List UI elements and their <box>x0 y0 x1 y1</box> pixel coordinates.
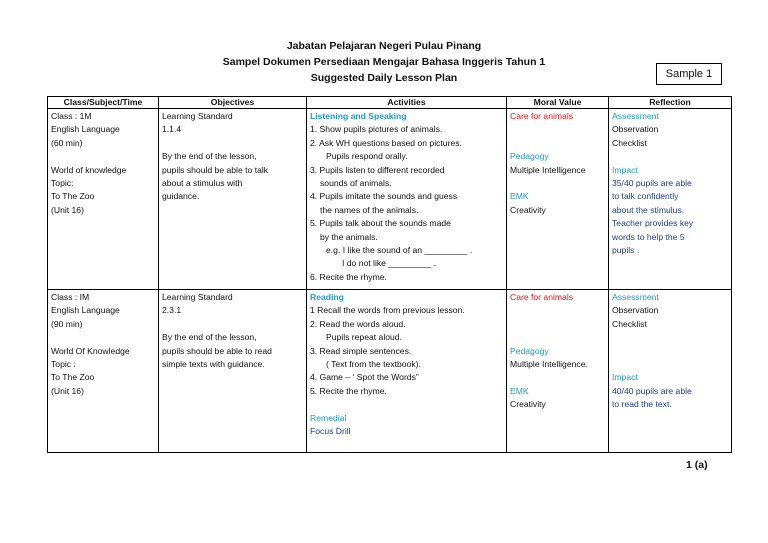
class-line: Topic : <box>51 359 76 370</box>
activity-line: 1 Recall the words from previous lesson. <box>310 305 465 316</box>
impact-line: to read the text. <box>612 399 672 410</box>
impact-line: pupils . <box>612 245 640 256</box>
assessment-title: Assessment <box>612 292 659 302</box>
assessment-title: Assessment <box>612 111 659 121</box>
moral-value-cell <box>507 109 609 290</box>
reflection-cell <box>609 109 732 290</box>
class-line: To The Zoo <box>51 372 95 383</box>
objective-line: By the end of the lesson, <box>162 332 257 343</box>
activity-line: ( Text from the textbook). <box>326 359 421 370</box>
class-line: (Unit 16) <box>51 204 84 215</box>
emk-value: Creativity <box>510 204 546 215</box>
class-line: World of knowledge <box>51 164 127 175</box>
activity-line: 4. Pupils imitate the sounds and guess <box>310 191 458 202</box>
activity-line: by the animals. <box>320 231 378 242</box>
class-line: To The Zoo <box>51 191 95 202</box>
impact-line: Teacher provides key <box>612 218 694 229</box>
impact-line: about the stimulus. <box>612 204 685 215</box>
assessment-line: Observation <box>612 305 659 316</box>
activity-line: 5. Recite the rhyme. <box>310 385 387 396</box>
page-number: 1 (a) <box>686 459 708 471</box>
objective-line: 2.3.1 <box>162 305 182 316</box>
objective-line: guidance. <box>162 191 200 202</box>
header-reflection: Reflection <box>609 97 732 109</box>
table-header-row <box>48 97 732 109</box>
impact-line: 40/40 pupils are able <box>612 385 692 396</box>
emk-title: EMK <box>510 191 529 202</box>
sample-label: Sample 1 <box>656 63 722 85</box>
class-line: Class : IM <box>51 292 90 302</box>
objective-line: 1.1.4 <box>162 124 182 135</box>
activity-line: I do not like _________ . <box>342 258 437 269</box>
activity-line: 2. Read the words aloud. <box>310 318 406 329</box>
header-line-1: Jabatan Pelajaran Negeri Pulau Pinang <box>286 40 482 52</box>
emk-value: Creativity <box>510 399 546 410</box>
activity-line: 6. Recite the rhyme. <box>310 271 387 282</box>
objective-line: simple texts with guidance. <box>162 359 265 370</box>
moral-value-cell <box>507 290 609 453</box>
moral-title: Care for animals <box>510 111 574 121</box>
assessment-line: Observation <box>612 124 659 135</box>
activity-line: 1. Show pupils pictures of animals. <box>310 124 443 135</box>
class-line: Class : 1M <box>51 111 92 121</box>
objectives-cell <box>159 109 307 290</box>
activity-line: the names of the animals. <box>320 204 419 215</box>
class-line: English Language <box>51 305 120 316</box>
lesson-plan-table <box>47 96 732 453</box>
pedagogy-value: Multiple Intelligence <box>510 164 586 175</box>
activity-line: 3. Read simple sentences. <box>310 345 412 356</box>
header-moral-value: Moral Value <box>507 97 609 109</box>
impact-line: words to help the 5 <box>612 231 685 242</box>
objectives-cell <box>159 290 307 453</box>
class-line: Topic: <box>51 178 74 189</box>
header-line-2: Sampel Dokumen Persediaan Mengajar Bahasa Inggeris Tahun 1 <box>222 56 546 68</box>
assessment-line: Checklist <box>612 318 647 329</box>
objective-line: about a stimulus with <box>162 178 243 189</box>
activity-line: Pupils repeat aloud. <box>326 332 402 343</box>
pedagogy-title: Pedagogy <box>510 151 549 162</box>
remedial-value: Focus Drill <box>310 426 351 437</box>
assessment-line: Checklist <box>612 137 647 148</box>
header-objectives: Objectives <box>159 97 307 109</box>
class-line: English Language <box>51 124 120 135</box>
class-line: (Unit 16) <box>51 385 84 396</box>
pedagogy-title: Pedagogy <box>510 345 549 356</box>
class-cell <box>48 109 159 290</box>
objective-line: pupils should be able to talk <box>162 164 269 175</box>
activities-title: Listening and Speaking <box>310 111 407 121</box>
objective-line: By the end of the lesson, <box>162 151 257 162</box>
objective-line <box>162 137 303 150</box>
class-line: World Of Knowledge <box>51 345 130 356</box>
objective-line: pupils should be able to read <box>162 345 272 356</box>
reflection-cell <box>609 290 732 453</box>
activity-line: sounds of animals. <box>320 178 392 189</box>
activities-cell <box>307 290 507 453</box>
activities-cell <box>307 109 507 290</box>
class-line <box>51 331 155 344</box>
activity-line: 4. Game – ‘ Spot the Words” <box>310 372 419 383</box>
remedial-title: Remedial <box>310 412 347 423</box>
impact-title: Impact <box>612 164 638 175</box>
activity-line: 2. Ask WH questions based on pictures. <box>310 137 462 148</box>
objective-line: Learning Standard <box>162 111 233 121</box>
activity-line: 5. Pupils talk about the sounds made <box>310 218 451 229</box>
table-row <box>48 109 732 290</box>
moral-title: Care for animals <box>510 292 574 302</box>
table-row <box>48 290 732 453</box>
class-line: (90 min) <box>51 318 83 329</box>
objective-line <box>162 318 303 331</box>
emk-title: EMK <box>510 385 529 396</box>
class-cell <box>48 290 159 453</box>
class-line: (60 min) <box>51 137 83 148</box>
header-activities: Activities <box>307 97 507 109</box>
impact-title: Impact <box>612 372 638 383</box>
activity-line: 3. Pupils listen to different recorded <box>310 164 445 175</box>
header-line-3: Suggested Daily Lesson Plan <box>310 72 458 84</box>
activity-line: Pupils respond orally. <box>326 151 408 162</box>
impact-line: 35/40 pupils are able <box>612 178 692 189</box>
impact-line: to talk confidently <box>612 191 679 202</box>
activity-line: e.g. I like the sound of an _________ . <box>326 245 473 256</box>
objective-line: Learning Standard <box>162 292 233 302</box>
activities-title: Reading <box>310 292 344 302</box>
pedagogy-value: Multiple Intelligence. <box>510 358 588 369</box>
header-class: Class/Subject/Time <box>48 97 159 109</box>
class-line <box>51 150 155 163</box>
